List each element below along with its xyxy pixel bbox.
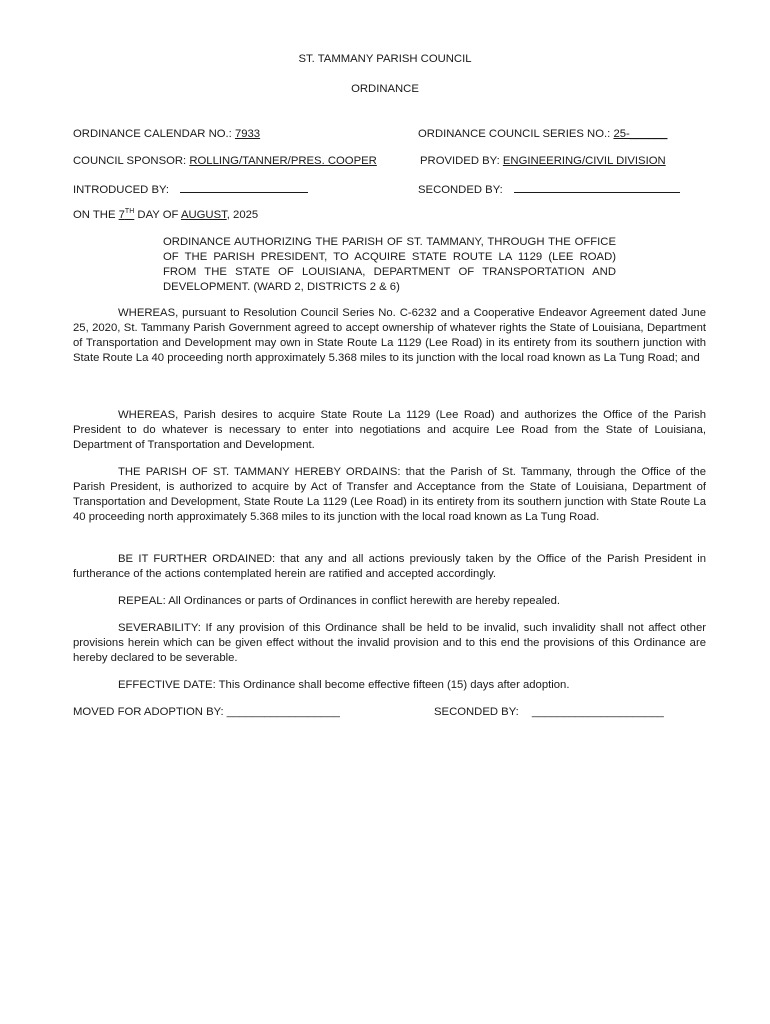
seconded-blank [514, 181, 680, 193]
ordinance-title: ORDINANCE AUTHORIZING THE PARISH OF ST. TAMMANY, THROUGH THE OFFICE OF THE PARISH PRESIDENT, TO ACQUIRE STATE ROUTE LA 1129 (LEE ROAD) FROM THE STATE OF LOUISIANA, DEPARTMENT OF TRANSPORTATION AND DEVELOPMENT. (WARD 2, DISTRICTS 2 & 6) [163, 236, 616, 293]
paragraph-ordains: THE PARISH OF ST. TAMMANY HEREBY ORDAINS: that the Parish of St. Tammany, through the Office of the Parish President, is authorized to acquire by Act of Transfer and Acceptance from the State of Louisiana, Department of Transportation and Development, State Route La 1129 (Lee Road) in its entirety from its southern junction with State Route La 40 proceeding north approximately 5.368 miles to its junction with the local road known as La Tung Road. [73, 466, 706, 523]
moved-blank: __________________ [226, 706, 340, 718]
provided-label: PROVIDED BY: [420, 155, 503, 167]
paragraph-repeal: REPEAL: All Ordinances or parts of Ordinances in conflict herewith are hereby repealed. [118, 595, 561, 607]
paragraph-severability: SEVERABILITY: If any provision of this Ordinance shall be held to be invalid, such invalidity shall not affect other provisions herein which can be given effect without the invalid provision and to this end the provisions of this Ordinance are hereby declared to be severable. [73, 622, 706, 664]
date-month: AUGUST [180, 209, 227, 221]
introduced-label: INTRODUCED BY: [73, 184, 170, 196]
introduced-row [73, 181, 713, 198]
council-heading: ST. TAMMANY PARISH COUNCIL [298, 53, 472, 65]
date-middle: DAY OF [134, 209, 181, 221]
date-line [73, 208, 713, 223]
calendar-label: ORDINANCE CALENDAR NO.: [73, 128, 235, 140]
sponsor-value: ROLLING/TANNER/PRES. COOPER [189, 155, 377, 167]
calendar-number: 7933 [234, 128, 261, 140]
calendar-row [73, 127, 713, 142]
series-number: 25-______ [613, 128, 668, 140]
date-prefix: ON THE [73, 209, 119, 221]
provided-by-field [420, 154, 666, 169]
date-day [119, 209, 135, 221]
adoption-seconded-label: SECONDED BY: [434, 706, 519, 718]
date-day-number: 7 [118, 209, 125, 221]
moved-label: MOVED FOR ADOPTION BY: [73, 706, 227, 718]
series-label: ORDINANCE COUNCIL SERIES NO.: [418, 128, 614, 140]
paragraph-further-ordained: BE IT FURTHER ORDAINED: that any and all actions previously taken by the Office of the Parish President in furtherance of the actions contemplated herein are ratified and accepted accordingly. [73, 553, 706, 580]
paragraph-effective-date: EFFECTIVE DATE: This Ordinance shall become effective fifteen (15) days after adoption. [118, 679, 570, 691]
adoption-row [73, 705, 713, 720]
seconded-field [418, 181, 680, 198]
adoption-seconded-blank: _____________________ [531, 706, 664, 718]
document-type-heading: ORDINANCE [351, 83, 419, 95]
council-series-field [418, 127, 667, 142]
adoption-seconded-field [434, 705, 664, 720]
paragraph-whereas-1: WHEREAS, pursuant to Resolution Council Series No. C-6232 and a Cooperative Endeavor Agreement dated June 25, 2020, St. Tammany Parish Government agreed to accept ownership of whatever rights the State of Louisiana, Department of Transportation and Development may own in State Route La 1129 (Lee Road) in its entirety from its southern junction with State Route La 40 proceeding north approximately 5.368 miles to its junction with the local road known as La Tung Road; and [73, 307, 706, 364]
seconded-label: SECONDED BY: [418, 184, 503, 196]
sponsor-row [73, 154, 713, 169]
paragraph-whereas-2: WHEREAS, Parish desires to acquire State Route La 1129 (Lee Road) and authorizes the Office of the Parish President to do whatever is necessary to enter into negotiations and acquire Lee Road from the State of Louisiana, Department of Transportation and Development. [73, 409, 706, 451]
sponsor-label: COUNCIL SPONSOR: [73, 155, 190, 167]
introduced-blank [180, 181, 308, 193]
date-day-suffix: TH [124, 208, 135, 216]
date-year: , 2025 [226, 209, 259, 221]
provided-value: ENGINEERING/CIVIL DIVISION [502, 155, 666, 167]
